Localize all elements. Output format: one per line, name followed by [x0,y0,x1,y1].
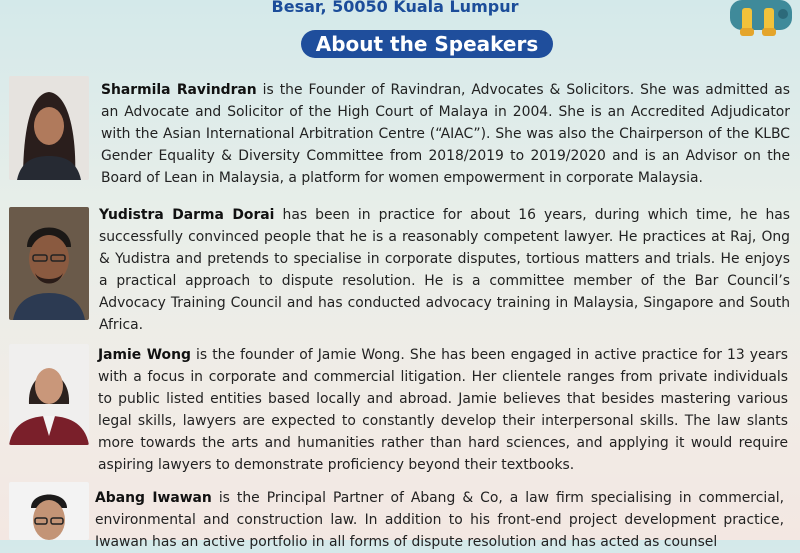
speaker-bio-text: is the founder of Jamie Wong. She has been engaged in active practice for 13 years with a focus in corporate and commercial litigation. Her clientele ranges from private individuals to public listed entities based locally and abroad. Jamie believes that besides mastering various legal skills, lawyers are expected to constantly develop their interpersonal skills. The law slants more towards the arts and humanities rather than hard sciences, and applying it would require aspiring lawyers to demonstrate proficiency beyond their textbooks. [98,347,789,473]
decorative-illustration [728,0,794,38]
speaker-name: Jamie Wong [98,347,191,363]
speaker-bio-text: is the Founder of Ravindran, Advocates & Solicitors. She was admitted as an Advocate and Solicitor of the High Court of Malaya in 2004. She is an Accredited Adjudicator with the Asian International Arbitration Centre (“AIAC”). She was also the Chairperson of the KLBC Gender Equality & Diversity Committee from 2018/2019 to 2019/2020 and is an Advisor on the Board of Lean in Malaysia, a platform for women empowerment in corporate Malaysia. [101,82,790,186]
speaker-name: Abang Iwawan [95,490,212,506]
speaker-bio-text: has been in practice for about 16 years, during which time, he has successfully convinced people that he is a reasonably competent lawyer. He practices at Raj, Ong & Yudistra and pretends to specialise in corporate disputes, tortious matters and trials. He enjoys a practical approach to dispute resolution. He is a committee member of the Bar Council’s Advocacy Training Council and has conducted advocacy training in Malaysia, Singapore and South Africa. [99,207,791,333]
speaker-photo [9,482,89,540]
speaker-photo [9,207,89,320]
speaker-photo [9,344,89,445]
speaker-bio [98,344,788,476]
speaker-bio [99,204,790,336]
speaker-name: Sharmila Ravindran [101,82,257,98]
speaker-photo [9,76,89,180]
speaker-bio [101,79,790,189]
speaker-bio [95,487,784,553]
speaker-name: Yudistra Darma Dorai [99,207,275,223]
speaker-bio-text: is the Principal Partner of Abang & Co, a law firm specialising in commercial, environmental and construction law. In addition to his front-end project development practice, Iwawan has an active portfolio in all forms of dispute resolution and has acted as counsel [95,490,784,550]
section-title: About the Speakers [301,30,553,58]
address-line: Besar, 50050 Kuala Lumpur [271,0,519,16]
